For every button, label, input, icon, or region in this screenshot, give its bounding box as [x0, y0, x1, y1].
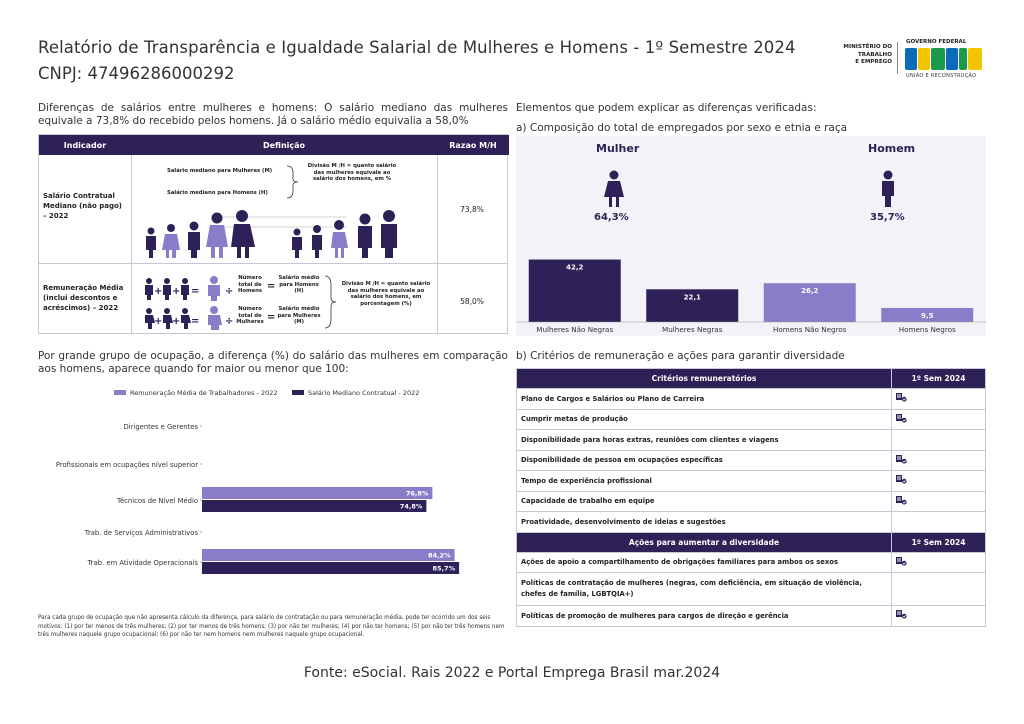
- check-icon: [896, 455, 907, 464]
- composition-value-label: 26,2: [801, 287, 819, 296]
- brace-icon: [285, 165, 301, 199]
- men-label: Homem: [868, 142, 916, 155]
- actions-header-label: Ações para aumentar a diversidade: [517, 532, 892, 552]
- occupation-footnote: Para cada grupo de ocupação que não apresenta cálculo da diferença, para salário de contratação ou para remuneração média, pode ter ocorrido um dos seis motivos: (1) por ter menos de três mulheres; (2) por ter menos de três homens; (3) por não ter mulheres; (4) por não ter homens; (5) por não ter três homens nem três mulheres naquele grupo ocupacional; (6) por não ter nem homens nem mulheres naquele grupo ocupacional.: [38, 615, 505, 638]
- occupation-category-label: Dirigentes e Gerentes: [123, 423, 198, 431]
- criteria-row: [517, 450, 986, 471]
- def-avg-men: Salário médio para Homens (H): [278, 275, 320, 294]
- criteria-row: [517, 471, 986, 492]
- salary-difference-intro: Diferenças de salários entre mulheres e homens: O salário mediano das mulheres equivale a 73,8% do recebido pelos homens. Já o salário médio equivalia a 58,0%: [38, 102, 508, 127]
- composition-bar-chart: [516, 136, 986, 336]
- criteria-header-period: 1º Sem 2024: [892, 369, 986, 389]
- svg-text:+: +: [154, 316, 163, 327]
- occupation-bar: [202, 562, 459, 574]
- report-title: Relatório de Transparência e Igualdade Salarial de Mulheres e Homens - 1º Semestre 2024: [38, 38, 796, 57]
- header-ratio: Razao M/H: [437, 135, 509, 155]
- legend-swatch: [292, 390, 304, 395]
- sum-formula-icon: [143, 273, 239, 331]
- check-icon: [896, 475, 907, 484]
- def-women-median: Salário mediano para Mulheres (M): [167, 168, 273, 174]
- logo-divider: [897, 42, 898, 74]
- criteria-header-label: Critérios remuneratórios: [517, 369, 892, 389]
- header-indicator: Indicador: [39, 135, 131, 155]
- criteria-check-cell: [892, 512, 986, 533]
- criteria-row: [517, 573, 986, 606]
- explanation-intro: Elementos que podem explicar as diferenças verificadas:: [516, 102, 817, 114]
- criteria-label: Capacidade de trabalho em equipe: [517, 491, 892, 512]
- svg-text:+: +: [154, 286, 163, 297]
- government-logo: [832, 38, 992, 82]
- composition-value-label: 9,5: [921, 311, 934, 320]
- indicator-average-pay: Remuneração Média (inclui descontos e acréscimos) – 2022: [43, 284, 124, 312]
- svg-text:=: =: [191, 316, 200, 327]
- composition-value-label: 42,2: [566, 263, 584, 272]
- criteria-row: [517, 430, 986, 451]
- composition-category-label: Mulheres Negras: [662, 325, 723, 334]
- ratio-median-value: 73,8%: [460, 205, 484, 214]
- occupation-intro: Por grande grupo de ocupação, a diferença (%) do salário das mulheres em comparação aos homens, aparece quando for maior ou menor que 100:: [38, 350, 508, 375]
- check-icon: [896, 393, 907, 402]
- legend-label: Salário Mediano Contratual - 2022: [308, 389, 420, 397]
- check-icon: [896, 610, 907, 619]
- svg-text:÷: ÷: [225, 316, 234, 327]
- criteria-check-cell: [892, 471, 986, 492]
- occupation-value-label: 76,8%: [405, 489, 429, 498]
- brace-icon: [323, 275, 339, 329]
- brasil-wordmark-icon: [905, 46, 985, 72]
- occupation-value-label: 84,2%: [428, 551, 451, 560]
- occupation-bar: [202, 487, 432, 499]
- criteria-row: [517, 512, 986, 533]
- occupation-bar: [202, 500, 426, 512]
- composition-title: a) Composição do total de empregados por sexo e etnia e raça: [516, 122, 848, 134]
- occupation-value-label: 74,8%: [399, 502, 423, 511]
- cnpj-label: CNPJ: 47496286000292: [38, 64, 235, 83]
- criteria-check-cell: [892, 606, 986, 627]
- gov-label: GOVERNO FEDERAL: [906, 39, 967, 45]
- composition-category-label: Homens Não Negros: [772, 325, 847, 334]
- svg-text:÷: ÷: [225, 286, 234, 297]
- ministry-label: MINISTÉRIO DO TRABALHO E EMPREGO: [843, 44, 892, 65]
- legend-swatch: [114, 390, 126, 395]
- check-icon: [896, 496, 907, 505]
- men-percentage: 35,7%: [870, 212, 905, 223]
- equals-icon: =: [267, 281, 276, 292]
- criteria-check-cell: [892, 430, 986, 451]
- composition-category-label: Mulheres Não Negras: [536, 325, 614, 334]
- svg-text:+: +: [172, 286, 181, 297]
- criteria-row: [517, 491, 986, 512]
- occupation-value-label: 85,7%: [432, 564, 456, 573]
- def-avg-women: Salário médio para Mulheres (M): [277, 306, 321, 325]
- criteria-check-cell: [892, 389, 986, 410]
- indicator-median-salary: Salário Contratual Mediano (não pago) – 2022: [43, 192, 122, 220]
- criteria-row: [517, 552, 986, 573]
- def-men-median: Salário mediano para Homens (H): [167, 190, 268, 196]
- criteria-check-cell: [892, 573, 986, 606]
- composition-value-label: 22,1: [683, 293, 701, 302]
- equals-icon: =: [267, 312, 276, 323]
- criteria-label: Políticas de contratação de mulheres (negras, com deficiência, em situação de violência, chefes de família, LGBTQIA+): [517, 573, 892, 606]
- people-figures-icon: [139, 205, 405, 259]
- def-division-median: Divisão M /H = quanto salário das mulheres equivale ao salário dos homens, em %: [307, 163, 397, 182]
- def-count-men: Número total de Homens: [237, 275, 263, 294]
- criteria-row: [517, 389, 986, 410]
- occupation-category-label: Técnicos de Nível Médio: [117, 497, 198, 505]
- composition-category-label: Homens Negros: [898, 325, 956, 334]
- occupation-category-label: Profissionais em ocupações nível superior: [55, 461, 198, 469]
- criteria-label: Políticas de promoção de mulheres para cargos de direção e gerência: [517, 606, 892, 627]
- svg-text:=: =: [191, 286, 200, 297]
- occupation-category-label: Trab. de Serviços Administrativos: [84, 529, 198, 537]
- source-footer: Fonte: eSocial. Rais 2022 e Portal Emprega Brasil mar.2024: [303, 665, 721, 681]
- criteria-check-cell: [892, 491, 986, 512]
- header-definition: Definição: [131, 135, 437, 155]
- criteria-label: Proatividade, desenvolvimento de ideias e sugestões: [517, 512, 892, 533]
- svg-text:+: +: [172, 316, 181, 327]
- def-count-women: Número total de Mulheres: [236, 306, 264, 325]
- criteria-label: Disponibilidade para horas extras, reuniões com clientes e viagens: [517, 430, 892, 451]
- occupation-bar: [202, 549, 455, 561]
- occupation-chart: [38, 384, 508, 594]
- criteria-label: Plano de Cargos e Salários ou Plano de Carreira: [517, 389, 892, 410]
- legend-label: Remuneração Média de Trabalhadores - 2022: [130, 389, 278, 397]
- women-label: Mulher: [596, 142, 640, 155]
- tagline-label: UNIÃO E RECONSTRUÇÃO: [906, 73, 977, 79]
- check-icon: [896, 414, 907, 423]
- criteria-title: b) Critérios de remuneração e ações para garantir diversidade: [516, 350, 845, 362]
- women-percentage: 64,3%: [594, 212, 629, 223]
- criteria-check-cell: [892, 552, 986, 573]
- def-division-average: Divisão M /H = quanto salário das mulheres equivale ao salário dos homens, em porcentagem (%): [341, 281, 431, 307]
- criteria-table: [516, 368, 986, 627]
- criteria-check-cell: [892, 409, 986, 430]
- actions-header-period: 1º Sem 2024: [892, 532, 986, 552]
- criteria-check-cell: [892, 450, 986, 471]
- criteria-row: [517, 606, 986, 627]
- composition-panel: [516, 136, 986, 336]
- indicator-table: [38, 134, 508, 334]
- criteria-label: Ações de apoio a compartilhamento de obrigações familiares para ambos os sexos: [517, 552, 892, 573]
- criteria-row: [517, 409, 986, 430]
- criteria-label: Cumprir metas de produção: [517, 409, 892, 430]
- criteria-label: Disponibilidade de pessoa em ocupações específicas: [517, 450, 892, 471]
- criteria-label: Tempo de experiência profissional: [517, 471, 892, 492]
- check-icon: [896, 557, 907, 566]
- ratio-average-value: 58,0%: [460, 297, 484, 306]
- occupation-category-label: Trab. em Atividade Operacionais: [87, 559, 198, 567]
